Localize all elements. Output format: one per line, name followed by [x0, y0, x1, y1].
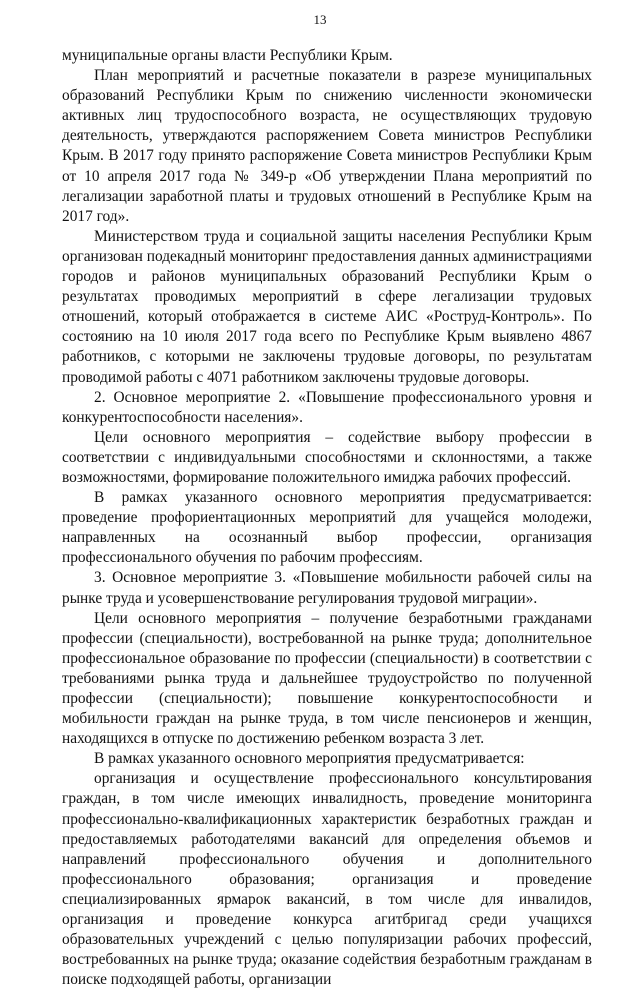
paragraph-5: Цели основного мероприятия – содействие выбору профессии в соответствии с индивидуальными способностями и склонностями, а также возможностями, формирование положительного имиджа рабочих профессий.	[62, 428, 592, 486]
page-number: 13	[313, 12, 327, 27]
body-text	[62, 46, 592, 990]
paragraph-6: В рамках указанного основного мероприятия предусматривается: проведение профориентационных мероприятий для учащейся молодежи, направленных на осознанный выбор профессии, организация профессионального обучения по рабочим профессиям.	[62, 489, 592, 567]
paragraph-1: муниципальные органы власти Республики Крым.	[62, 47, 393, 64]
paragraph-8: Цели основного мероприятия – получение безработными гражданами профессии (специальности), востребованной на рынке труда; дополнительное профессиональное образование по профессии (специальности) в соответствии с требованиями рынка труда и дальнейшее трудоустройство по полученной профессии (специальности); повышение конкурентоспособности и мобильности граждан на рынке труда, в том числе пенсионеров и женщин, находящихся в отпуске по достижению ребенком возраста 3 лет.	[62, 609, 592, 748]
paragraph-3: Министерством труда и социальной защиты населения Республики Крым организован подекадный мониторинг предоставления данных администрациями городов и районов муниципальных образований Республики Крым о результатах проводимых мероприятий в сфере легализации трудовых отношений, который отображается в системе АИС «Роструд-Контроль». По состоянию на 10 июля 2017 года всего по Республике Крым выявлено 4867 работников, с которыми не заключены трудовые договоры, по результатам проводимой работы с 4071 работником заключены трудовые договоры.	[62, 227, 592, 386]
paragraph-2: План мероприятий и расчетные показатели в разрезе муниципальных образований Республики Крым по снижению численности экономически активных лиц трудоспособного возраста, не осуществляющих трудовую деятельность, утверждаются распоряжением Совета министров Республики Крым. В 2017 году принято распоряжение Совета министров Республики Крым от 10 апреля 2017 года № 349-р «Об утверждении Плана мероприятий по легализации заработной платы и трудовых отношений в Республике Крым на 2017 год».	[62, 67, 592, 225]
paragraph-10: организация и осуществление профессионального консультирования граждан, в том числе имеющих инвалидность, проведение мониторинга профессионально-квалификационных характеристик безработных граждан и предоставляемых работодателями вакансий для определения объемов и направлений профессионального обучения и дополнительного профессионального образования; организация и проведение специализированных ярмарок вакансий, в том числе для инвалидов, организация и проведение конкурса агитбригад среди учащихся образовательных учреждений с целью популяризации рабочих профессий, востребованных на рынке труда; оказание содействия безработным гражданам в поиске подходящей работы, организации	[62, 770, 592, 989]
paragraph-4: 2. Основное мероприятие 2. «Повышение профессионального уровня и конкурентоспособности населения».	[62, 388, 592, 426]
paragraph-9: В рамках указанного основного мероприятия предусматривается:	[94, 750, 525, 768]
paragraph-7: 3. Основное мероприятие 3. «Повышение мобильности рабочей силы на рынке труда и усовершенствование регулирования трудовой миграции».	[62, 569, 592, 607]
